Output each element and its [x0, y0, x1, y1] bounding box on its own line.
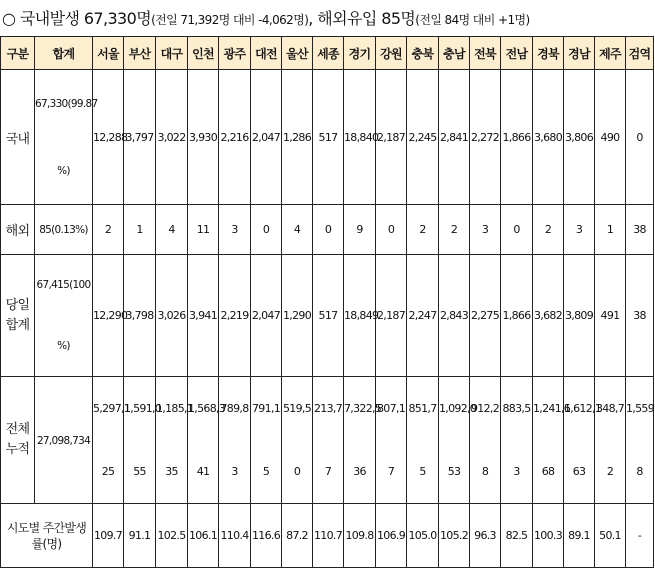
cumulative-cell — [501, 377, 533, 504]
column-header: 전북 — [470, 37, 501, 70]
report-title — [2, 6, 653, 32]
total-cell — [35, 255, 93, 377]
cumulative-bottom: 2 — [606, 465, 614, 478]
table-cell: 3,798 — [124, 255, 156, 377]
cumulative-bottom: 25 — [101, 465, 115, 478]
header-row — [1, 37, 654, 70]
total-value: 27,098,734 — [36, 434, 91, 447]
table-cell: 105.2 — [439, 504, 470, 568]
table-cell: 12,290 — [93, 255, 124, 377]
column-header: 전남 — [501, 37, 533, 70]
total-value-cont: %) — [57, 164, 70, 177]
table-cell: 491 — [595, 255, 626, 377]
column-header: 세종 — [313, 37, 344, 70]
table-cell: 2,272 — [470, 70, 501, 205]
table-cell: 2 — [93, 205, 124, 255]
table-cell: 4 — [156, 205, 188, 255]
table-row — [1, 504, 654, 568]
table-cell: 89.1 — [564, 504, 595, 568]
table-cell: 2,187 — [376, 255, 407, 377]
column-header: 합계 — [35, 37, 93, 70]
table-cell: 3 — [470, 205, 501, 255]
column-header: 울산 — [282, 37, 313, 70]
table-cell: 0 — [626, 70, 654, 205]
cumulative-top: 1,591,0 — [124, 402, 162, 415]
cumulative-cell — [93, 377, 131, 504]
domestic-count: 67,330명 — [83, 9, 152, 28]
table-row — [1, 205, 654, 255]
cumulative-top: 1,092,0 — [439, 402, 477, 415]
table-cell: 3 — [564, 205, 595, 255]
table-cell: 2,841 — [439, 70, 470, 205]
table-cell: 1 — [124, 205, 156, 255]
cumulative-bottom: 63 — [572, 465, 586, 478]
cumulative-cell — [188, 377, 226, 504]
table-cell: 2,047 — [251, 255, 282, 377]
domestic-note: (전일 71,392명 대비 -4,062명) — [151, 13, 309, 27]
column-header: 구분 — [1, 37, 35, 70]
table-cell: 2,219 — [219, 255, 251, 377]
total-value-cont: %) — [57, 339, 70, 352]
cumulative-cell — [595, 377, 626, 504]
table-cell: 82.5 — [501, 504, 533, 568]
table-cell: 109.7 — [93, 504, 124, 568]
total-value: 85(0.13%) — [39, 224, 88, 236]
table-cell: 4 — [282, 205, 313, 255]
cumulative-top: 807,1 — [377, 402, 405, 415]
cumulative-bottom: 7 — [324, 465, 332, 478]
cumulative-bottom: 7 — [387, 465, 395, 478]
table-cell: 18,840 — [344, 70, 376, 205]
table-cell: 2,247 — [407, 255, 439, 377]
table-cell: 50.1 — [595, 504, 626, 568]
cumulative-top: 883,5 — [502, 402, 531, 415]
total-value: 67,415(100 — [36, 279, 91, 292]
cumulative-cell — [376, 377, 407, 504]
table-cell: 517 — [313, 255, 344, 377]
column-header: 인천 — [188, 37, 219, 70]
cumulative-cell — [282, 377, 313, 504]
cumulative-cell — [439, 377, 477, 504]
cumulative-cell — [313, 377, 344, 504]
table-row — [1, 255, 654, 377]
cumulative-cell — [470, 377, 501, 504]
table-cell: 2,275 — [470, 255, 501, 377]
table-cell: 3,022 — [156, 70, 188, 205]
column-header: 제주 — [595, 37, 626, 70]
title-separator: , — [308, 9, 313, 28]
table-cell: 105.0 — [407, 504, 439, 568]
table-cell: 2 — [533, 205, 564, 255]
cumulative-cell — [564, 377, 602, 504]
cumulative-bottom: 3 — [513, 465, 520, 478]
table-cell: 2,843 — [439, 255, 470, 377]
cumulative-top: 519,5 — [283, 402, 311, 415]
table-cell: 3 — [219, 205, 251, 255]
row-label: 당일 합계 — [1, 255, 35, 377]
cumulative-bottom: 53 — [447, 465, 461, 478]
column-header: 경남 — [564, 37, 595, 70]
table-cell: 38 — [626, 205, 654, 255]
cumulative-top: 1,241,6 — [533, 402, 571, 415]
cumulative-top: 791,1 — [252, 402, 280, 415]
cumulative-cell — [626, 377, 654, 504]
table-cell: 2,245 — [407, 70, 439, 205]
cumulative-top: 851,7 — [408, 402, 437, 415]
table-cell: 2 — [407, 205, 439, 255]
column-header: 부산 — [124, 37, 156, 70]
table-cell: 0 — [501, 205, 533, 255]
column-header: 충북 — [407, 37, 439, 70]
table-cell: 517 — [313, 70, 344, 205]
table-cell: 110.7 — [313, 504, 344, 568]
table-cell: 1,866 — [501, 255, 533, 377]
cumulative-top: 213,7 — [314, 402, 342, 415]
cumulative-cell — [407, 377, 439, 504]
overseas-label: 해외유입 — [317, 9, 377, 28]
table-cell: 9 — [344, 205, 376, 255]
cumulative-bottom: 36 — [353, 465, 366, 478]
table-cell: 1,286 — [282, 70, 313, 205]
overseas-note: (전일 84명 대비 +1명) — [415, 13, 530, 27]
total-cell — [35, 205, 93, 255]
table-cell: 0 — [376, 205, 407, 255]
table-cell: 3,809 — [564, 255, 595, 377]
total-cell — [35, 377, 93, 504]
cumulative-cell — [124, 377, 162, 504]
cumulative-top: 1,185,1 — [156, 402, 194, 415]
column-header: 서울 — [93, 37, 124, 70]
column-header: 경기 — [344, 37, 376, 70]
table-cell: 11 — [188, 205, 219, 255]
row-label: 국내 — [1, 70, 35, 205]
table-row — [1, 377, 654, 504]
table-cell: 18,849 — [344, 255, 376, 377]
table-cell: - — [626, 504, 654, 568]
column-header: 경북 — [533, 37, 564, 70]
cumulative-bottom: 55 — [133, 465, 146, 478]
cumulative-bottom: 35 — [165, 465, 178, 478]
bullet-icon: ○ — [2, 9, 16, 28]
table-cell: 1,290 — [282, 255, 313, 377]
row-label: 해외 — [1, 205, 35, 255]
table-cell: 2 — [439, 205, 470, 255]
table-cell: 96.3 — [470, 504, 501, 568]
table-cell: 106.1 — [188, 504, 219, 568]
table-cell: 91.1 — [124, 504, 156, 568]
cumulative-bottom: 3 — [231, 465, 238, 478]
table-cell: 3,941 — [188, 255, 219, 377]
cumulative-top: 1,559 — [626, 402, 654, 415]
cumulative-top: 789,8 — [220, 402, 249, 415]
overseas-count: 85명 — [381, 9, 416, 28]
cumulative-cell — [533, 377, 571, 504]
table-cell: 2,047 — [251, 70, 282, 205]
cumulative-top: 348,7 — [596, 402, 624, 415]
cumulative-bottom: 8 — [636, 465, 643, 478]
table-row — [1, 70, 654, 205]
cumulative-cell — [251, 377, 282, 504]
cumulative-cell — [344, 377, 382, 504]
total-value: 67,330(99.87 — [35, 97, 98, 110]
table-cell: 3,682 — [533, 255, 564, 377]
row-label: 전체 누적 — [1, 377, 35, 504]
table-cell: 116.6 — [251, 504, 282, 568]
row-label: 시도별 주간발생률(명) — [1, 504, 93, 568]
cumulative-top: 1,612,1 — [564, 402, 602, 415]
table-cell: 1,866 — [501, 70, 533, 205]
total-cell — [35, 70, 98, 205]
cumulative-top: 5,297,1 — [93, 402, 131, 415]
regional-cases-table — [0, 36, 654, 568]
column-header: 충남 — [439, 37, 470, 70]
cumulative-cell — [156, 377, 194, 504]
column-header: 강원 — [376, 37, 407, 70]
table-cell: 100.3 — [533, 504, 564, 568]
table-cell: 490 — [595, 70, 626, 205]
cumulative-bottom: 5 — [419, 465, 426, 478]
table-cell: 1 — [595, 205, 626, 255]
column-header: 대전 — [251, 37, 282, 70]
cumulative-bottom: 8 — [481, 465, 489, 478]
domestic-label: 국내발생 — [19, 9, 80, 28]
column-header: 대구 — [156, 37, 188, 70]
table-cell: 3,930 — [188, 70, 219, 205]
cumulative-top: 912,2 — [471, 402, 499, 415]
table-cell: 3,026 — [156, 255, 188, 377]
cumulative-bottom: 0 — [293, 465, 301, 478]
table-cell: 102.5 — [156, 504, 188, 568]
table-cell: 87.2 — [282, 504, 313, 568]
table-cell: 3,797 — [124, 70, 156, 205]
table-cell: 2,187 — [376, 70, 407, 205]
table-cell: 106.9 — [376, 504, 407, 568]
table-cell: 12,288 — [93, 70, 124, 205]
cumulative-top: 7,322,5 — [344, 402, 382, 415]
table-cell: 0 — [251, 205, 282, 255]
table-cell: 110.4 — [219, 504, 251, 568]
column-header: 검역 — [626, 37, 654, 70]
cumulative-bottom: 41 — [196, 465, 210, 478]
cumulative-bottom: 68 — [541, 465, 555, 478]
column-header: 광주 — [219, 37, 251, 70]
table-cell: 3,680 — [533, 70, 564, 205]
table-cell: 3,806 — [564, 70, 595, 205]
table-cell: 2,216 — [219, 70, 251, 205]
table-cell: 109.8 — [344, 504, 376, 568]
cumulative-top: 1,568,3 — [188, 402, 226, 415]
cumulative-bottom: 5 — [262, 465, 270, 478]
cumulative-cell — [219, 377, 251, 504]
table-cell: 0 — [313, 205, 344, 255]
table-cell: 38 — [626, 255, 654, 377]
